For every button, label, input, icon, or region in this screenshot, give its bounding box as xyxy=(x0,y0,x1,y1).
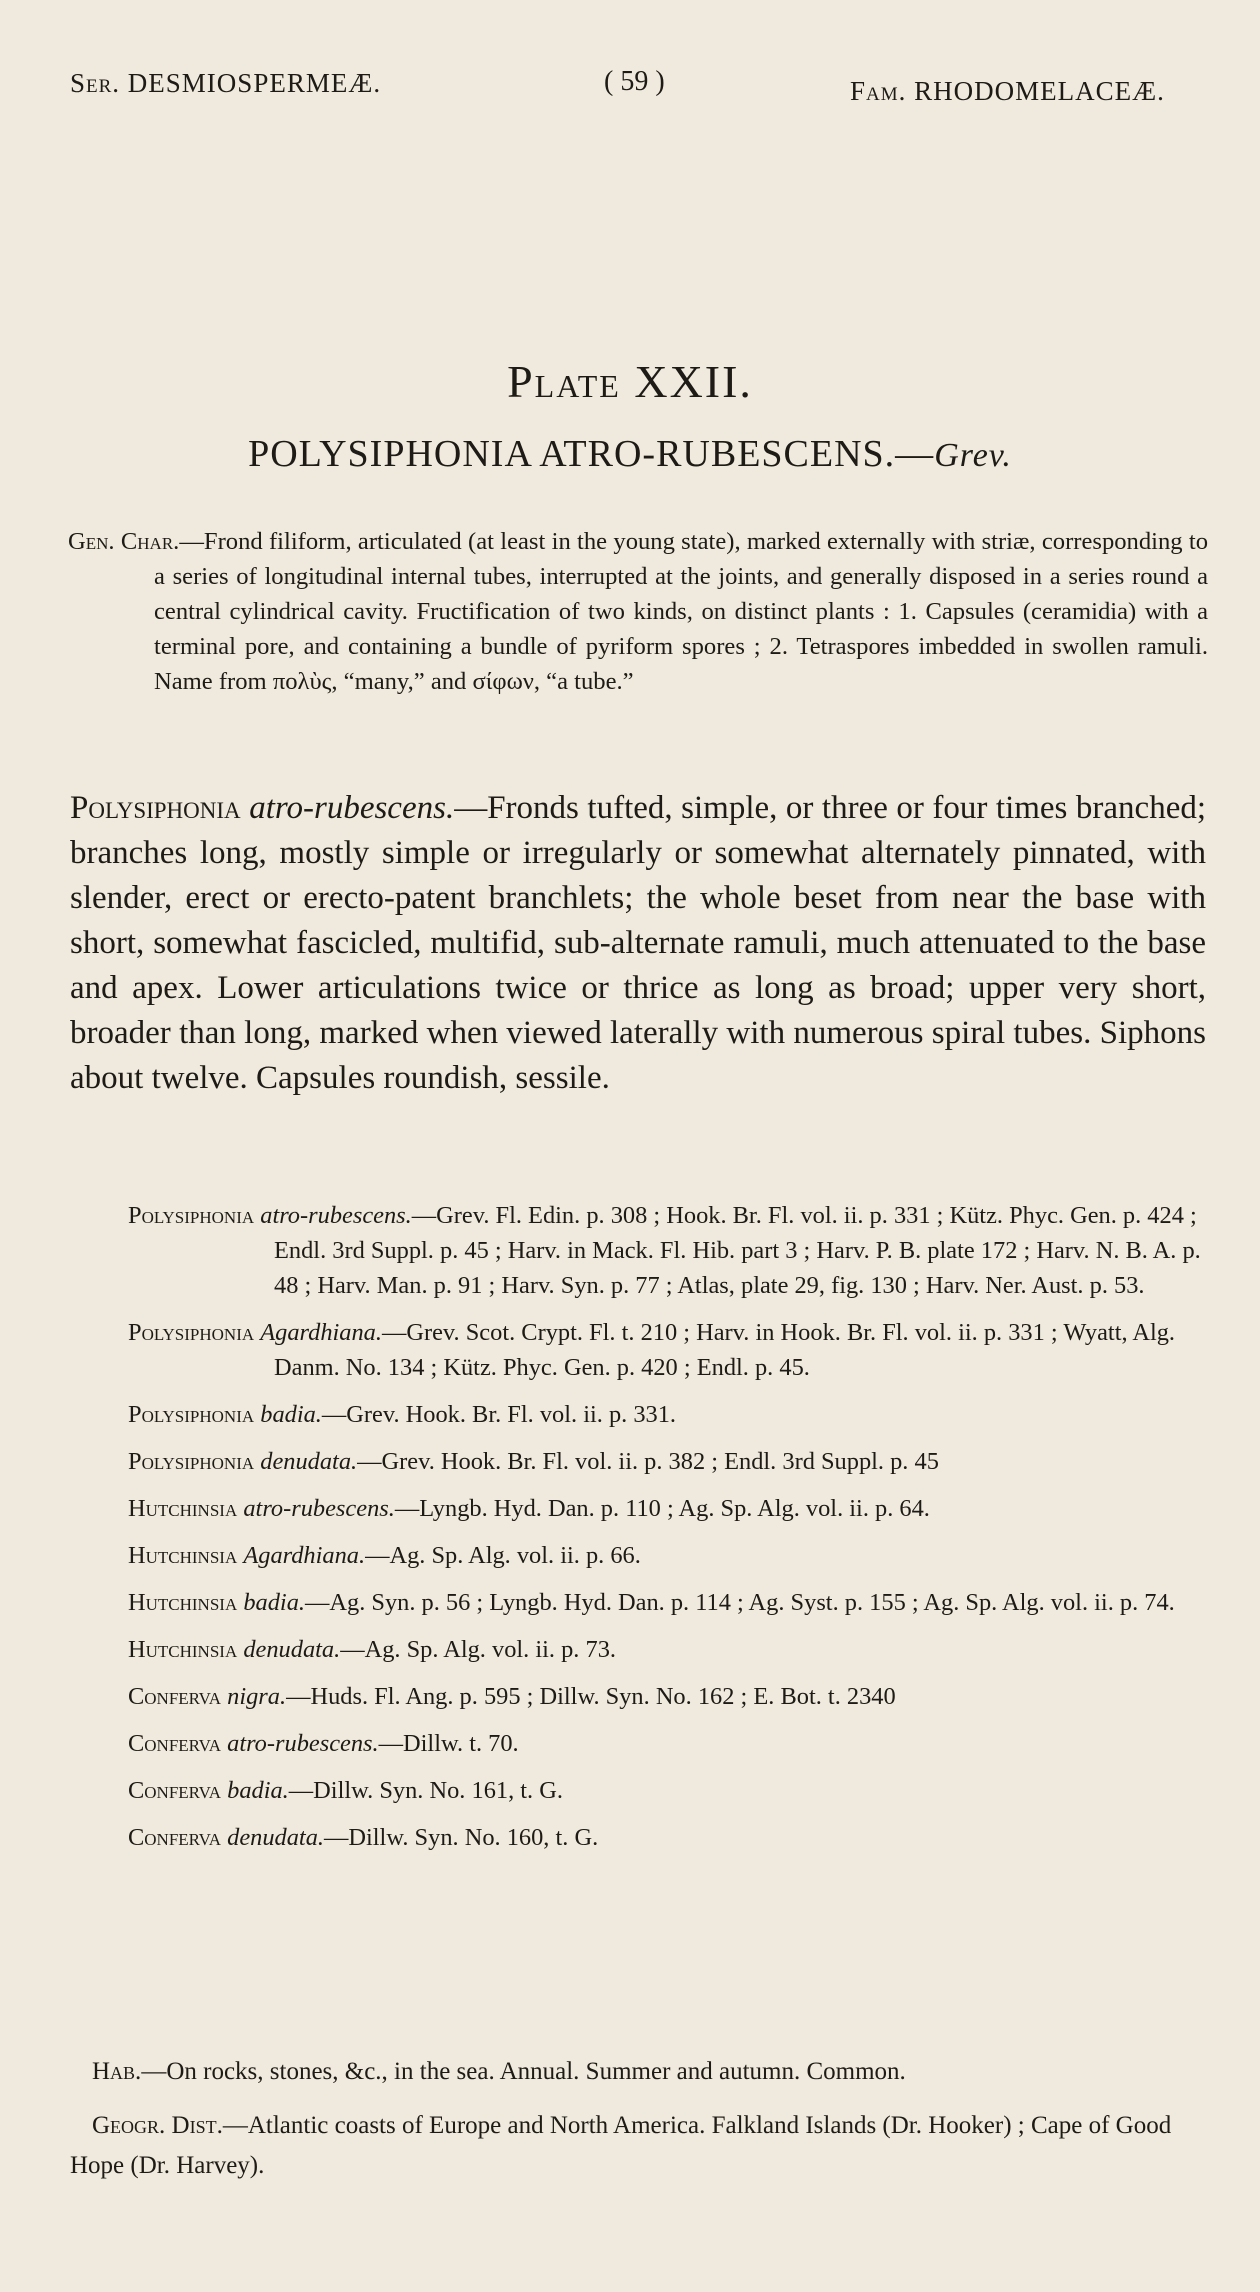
synonym-species: badia. xyxy=(227,1777,289,1804)
synonym-genus: Polysiphonia xyxy=(128,1448,255,1475)
habitat-text: —On rocks, stones, &c., in the sea. Annual. Summer and autumn. Common. xyxy=(141,2058,906,2085)
synonym-genus: Conferva xyxy=(128,1824,222,1851)
synonym-species: denudata. xyxy=(243,1636,341,1663)
geogr-dist-label: Geogr. Dist. xyxy=(92,2112,223,2139)
description-text: —Fronds tufted, simple, or three or four times branched; branches long, mostly simple or irregularly or somewhat alternately pinnated, with slender, erect or erecto-patent branchlets; the whole beset from near the base with short, somewhat fascicled, multifid, sub-alternate ramuli, much attenuated to the base and apex. Lower articulations twice or thrice as long as broad; upper very short, broader than long, marked when viewed laterally with numerous spiral tubes. Siphons about twelve. Capsules roundish, sessile. xyxy=(70,790,1207,1096)
synonym-genus: Polysiphonia xyxy=(128,1401,255,1428)
generic-character xyxy=(68,524,1208,699)
synonym-genus: Hutchinsia xyxy=(128,1495,238,1522)
geographic-distribution xyxy=(70,2106,1210,2186)
synonym-species: badia. xyxy=(260,1401,322,1428)
synonym-genus: Conferva xyxy=(128,1683,222,1710)
species-title xyxy=(0,432,1260,476)
synonym-refs: —Grev. Hook. Br. Fl. vol. ii. p. 331. xyxy=(321,1401,677,1428)
synonym-genus: Polysiphonia xyxy=(128,1319,255,1346)
plate-title: Plate XXII. xyxy=(507,356,753,407)
synonym-refs: —Grev. Scot. Crypt. Fl. t. 210 ; Harv. in Hook. Br. Fl. vol. ii. p. 331 ; Wyatt, Alg. Danm. No. 134 ; Kütz. Phyc. Gen. p. 420 ; Endl. p. 45. xyxy=(274,1319,1176,1381)
family-heading: Fam. RHODOMELACEÆ. xyxy=(850,76,1165,106)
synonym-entry xyxy=(128,1491,1210,1526)
synonym-entry xyxy=(128,1726,1210,1761)
synonym-refs: —Dillw. Syn. No. 161, t. G. xyxy=(288,1777,563,1804)
synonym-entry xyxy=(128,1820,1210,1855)
habitat xyxy=(92,2054,1208,2090)
synonym-species: Agardhiana. xyxy=(260,1319,382,1346)
synonym-genus: Conferva xyxy=(128,1777,222,1804)
synonym-refs: —Huds. Fl. Ang. p. 595 ; Dillw. Syn. No. 162 ; E. Bot. t. 2340 xyxy=(286,1683,896,1710)
synonym-refs: —Ag. Sp. Alg. vol. ii. p. 66. xyxy=(365,1542,641,1569)
geogr-dist-text: —Atlantic coasts of Europe and North America. Falkland Islands (Dr. Hooker) ; Cape of Good Hope (Dr. Harvey). xyxy=(70,2112,1172,2179)
synonym-entry xyxy=(128,1397,1210,1432)
synonym-entry xyxy=(128,1773,1210,1808)
species-name: POLYSIPHONIA ATRO-RUBESCENS.— xyxy=(248,433,935,475)
synonym-genus: Hutchinsia xyxy=(128,1542,238,1569)
page-number: ( 59 ) xyxy=(604,66,665,97)
synonym-entry xyxy=(128,1538,1210,1573)
synonym-refs: —Dillw. t. 70. xyxy=(378,1730,519,1757)
synonym-refs: —Grev. Fl. Edin. p. 308 ; Hook. Br. Fl. vol. ii. p. 331 ; Kütz. Phyc. Gen. p. 424 ; Endl. 3rd Suppl. p. 45 ; Harv. in Mack. Fl. Hib. part 3 ; Harv. P. B. plate 172 ; Harv. N. B. A. p. 48 ; Harv. Man. p. 91 ; Harv. Syn. p. 77 ; Atlas, plate 29, fig. 130 ; Harv. Ner. Aust. p. 53. xyxy=(274,1202,1201,1299)
synonym-entry xyxy=(128,1198,1210,1303)
synonymy-list xyxy=(128,1198,1210,1867)
synonym-genus: Hutchinsia xyxy=(128,1636,238,1663)
synonym-entry xyxy=(128,1315,1210,1385)
synonym-refs: —Lyngb. Hyd. Dan. p. 110 ; Ag. Sp. Alg. vol. ii. p. 64. xyxy=(394,1495,930,1522)
synonym-refs: —Ag. Syn. p. 56 ; Lyngb. Hyd. Dan. p. 114 ; Ag. Syst. p. 155 ; Ag. Sp. Alg. vol. ii. p. 74. xyxy=(305,1589,1175,1616)
species-author: Grev. xyxy=(934,437,1012,474)
synonym-species: atro-rubescens. xyxy=(260,1202,412,1229)
synonym-species: denudata. xyxy=(260,1448,358,1475)
description-species: atro-rubescens. xyxy=(249,790,455,826)
synonym-refs: —Dillw. Syn. No. 160, t. G. xyxy=(324,1824,599,1851)
synonym-entry xyxy=(128,1444,1210,1479)
synonym-entry xyxy=(128,1679,1210,1714)
description-genus: Polysiphonia xyxy=(70,790,241,826)
synonym-species: nigra. xyxy=(227,1683,287,1710)
synonym-genus: Conferva xyxy=(128,1730,222,1757)
running-header xyxy=(0,62,1260,112)
synonym-species: Agardhiana. xyxy=(243,1542,366,1569)
species-description xyxy=(70,786,1206,1101)
synonym-species: atro-rubescens. xyxy=(227,1730,379,1757)
synonym-species: denudata. xyxy=(227,1824,324,1851)
synonym-entry xyxy=(128,1632,1210,1667)
synonym-genus: Hutchinsia xyxy=(128,1589,238,1616)
series-heading: Ser. DESMIOSPERMEÆ. xyxy=(70,68,382,98)
synonym-species: atro-rubescens. xyxy=(243,1495,395,1522)
gen-char-text: —Frond filiform, articulated (at least in the young state), marked externally with striæ, corresponding to a series of longitudinal internal tubes, interrupted at the joints, and generally disposed in a series round a central cylindrical cavity. Fructification of two kinds, on distinct plants : 1. Capsules (ceramidia) with a terminal pore, and containing a bundle of pyriform spores ; 2. Tetraspores imbedded in swollen ramuli. Name from πολὺς, “many,” and σίφων, “a tube.” xyxy=(154,528,1208,695)
habitat-label: Hab. xyxy=(92,2058,142,2085)
synonym-genus: Polysiphonia xyxy=(128,1202,255,1229)
synonym-entry xyxy=(128,1585,1210,1620)
synonym-refs: —Ag. Sp. Alg. vol. ii. p. 73. xyxy=(340,1636,616,1663)
synonym-refs: —Grev. Hook. Br. Fl. vol. ii. p. 382 ; Endl. 3rd Suppl. p. 45 xyxy=(357,1448,939,1475)
synonym-species: badia. xyxy=(243,1589,305,1616)
gen-char-label: Gen. Char. xyxy=(68,528,180,555)
